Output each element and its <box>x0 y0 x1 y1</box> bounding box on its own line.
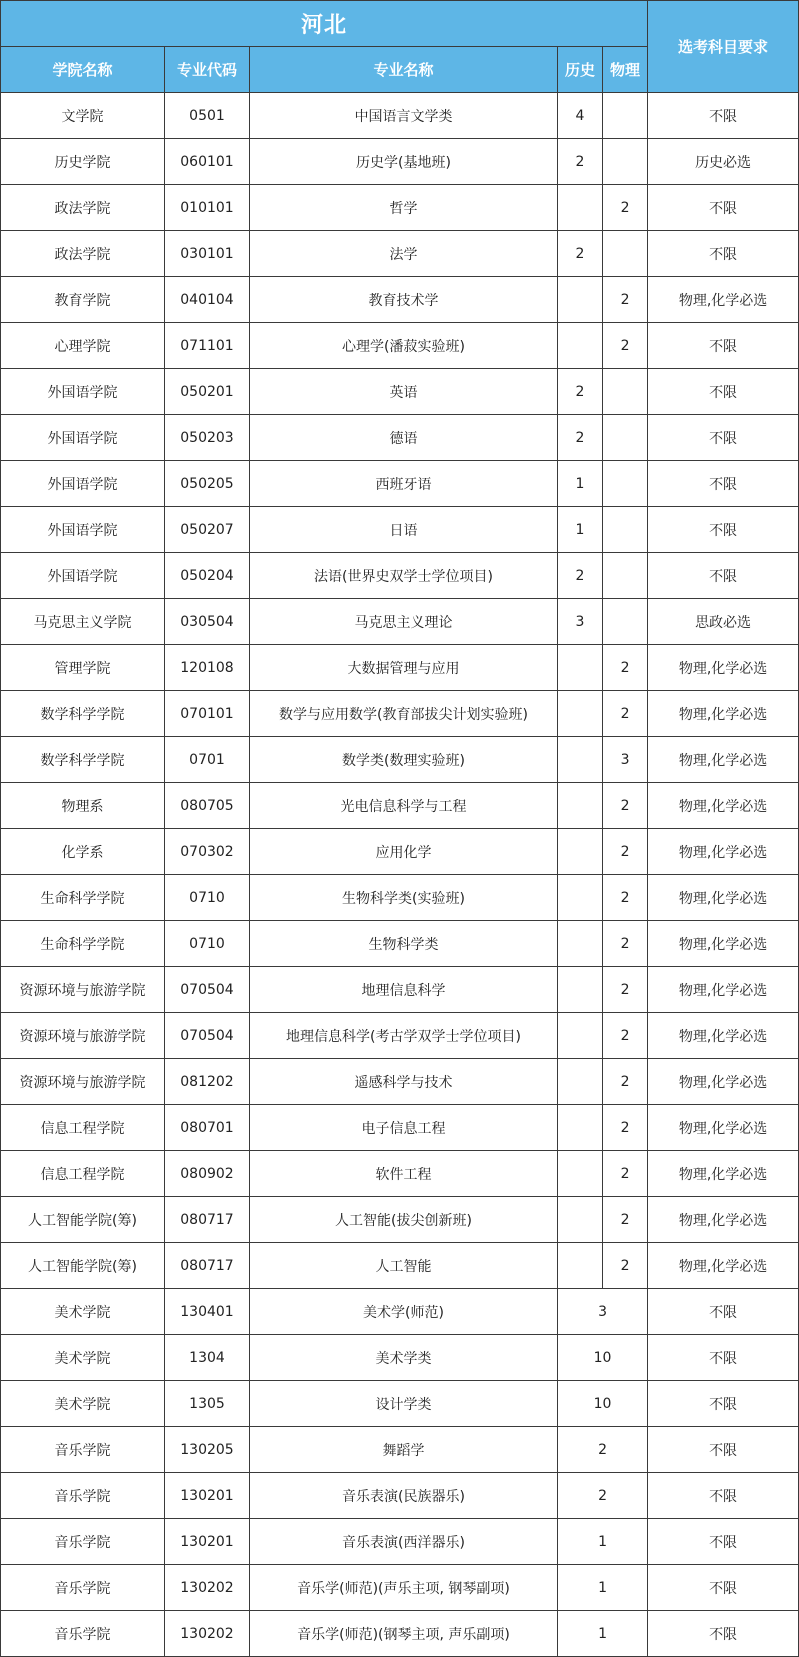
requirement-header: 选考科目要求 <box>648 1 799 93</box>
table-row <box>1 93 799 139</box>
table-row <box>1 277 799 323</box>
requirement-cell: 不限 <box>648 415 799 461</box>
major-cell: 软件工程 <box>250 1151 558 1197</box>
code-cell: 040104 <box>165 277 250 323</box>
code-cell: 071101 <box>165 323 250 369</box>
requirement-cell: 物理,化学必选 <box>648 875 799 921</box>
physics-count-cell: 2 <box>603 1243 648 1289</box>
history-count-cell <box>558 1013 603 1059</box>
college-cell: 外国语学院 <box>1 553 165 599</box>
physics-count-cell <box>603 599 648 645</box>
college-cell: 资源环境与旅游学院 <box>1 967 165 1013</box>
physics-count-cell: 2 <box>603 875 648 921</box>
physics-count-cell <box>603 369 648 415</box>
code-cell: 050205 <box>165 461 250 507</box>
table-row <box>1 1059 799 1105</box>
college-cell: 资源环境与旅游学院 <box>1 1013 165 1059</box>
physics-count-cell <box>603 507 648 553</box>
college-cell: 数学科学学院 <box>1 691 165 737</box>
college-cell: 数学科学学院 <box>1 737 165 783</box>
table-row <box>1 1243 799 1289</box>
requirement-cell: 不限 <box>648 461 799 507</box>
history-header: 历史 <box>558 47 603 93</box>
major-cell: 心理学(潘菽实验班) <box>250 323 558 369</box>
college-cell: 人工智能学院(筹) <box>1 1197 165 1243</box>
requirement-cell: 物理,化学必选 <box>648 1105 799 1151</box>
table-row <box>1 737 799 783</box>
major-cell: 马克思主义理论 <box>250 599 558 645</box>
plan-count-cell: 10 <box>558 1381 648 1427</box>
requirement-cell: 不限 <box>648 1473 799 1519</box>
code-cell: 1304 <box>165 1335 250 1381</box>
physics-count-cell <box>603 93 648 139</box>
major-cell: 应用化学 <box>250 829 558 875</box>
code-cell: 080902 <box>165 1151 250 1197</box>
college-cell: 生命科学学院 <box>1 875 165 921</box>
college-cell: 人工智能学院(筹) <box>1 1243 165 1289</box>
college-cell: 马克思主义学院 <box>1 599 165 645</box>
plan-count-cell: 3 <box>558 1289 648 1335</box>
major-cell: 音乐表演(民族器乐) <box>250 1473 558 1519</box>
college-cell: 历史学院 <box>1 139 165 185</box>
college-cell: 管理学院 <box>1 645 165 691</box>
table-row <box>1 1105 799 1151</box>
code-cell: 080717 <box>165 1243 250 1289</box>
code-cell: 120108 <box>165 645 250 691</box>
code-cell: 070504 <box>165 1013 250 1059</box>
physics-count-cell: 2 <box>603 921 648 967</box>
major-cell: 哲学 <box>250 185 558 231</box>
code-cell: 080705 <box>165 783 250 829</box>
history-count-cell <box>558 645 603 691</box>
table-row <box>1 783 799 829</box>
physics-count-cell: 2 <box>603 277 648 323</box>
college-cell: 物理系 <box>1 783 165 829</box>
major-cell: 设计学类 <box>250 1381 558 1427</box>
code-cell: 070101 <box>165 691 250 737</box>
college-cell: 音乐学院 <box>1 1427 165 1473</box>
college-cell: 生命科学学院 <box>1 921 165 967</box>
physics-count-cell: 2 <box>603 1151 648 1197</box>
major-header: 专业名称 <box>250 47 558 93</box>
requirement-cell: 不限 <box>648 1289 799 1335</box>
history-count-cell <box>558 1151 603 1197</box>
code-cell: 030101 <box>165 231 250 277</box>
code-cell: 050203 <box>165 415 250 461</box>
code-cell: 050204 <box>165 553 250 599</box>
requirement-cell: 不限 <box>648 185 799 231</box>
history-count-cell <box>558 921 603 967</box>
table-row <box>1 415 799 461</box>
code-cell: 010101 <box>165 185 250 231</box>
plan-count-cell: 2 <box>558 1427 648 1473</box>
college-cell: 美术学院 <box>1 1381 165 1427</box>
college-cell: 外国语学院 <box>1 507 165 553</box>
code-cell: 060101 <box>165 139 250 185</box>
requirement-cell: 不限 <box>648 1335 799 1381</box>
physics-header: 物理 <box>603 47 648 93</box>
physics-count-cell: 2 <box>603 783 648 829</box>
history-count-cell: 2 <box>558 369 603 415</box>
major-cell: 大数据管理与应用 <box>250 645 558 691</box>
major-cell: 遥感科学与技术 <box>250 1059 558 1105</box>
history-count-cell: 1 <box>558 507 603 553</box>
requirement-cell: 不限 <box>648 1519 799 1565</box>
table-row <box>1 185 799 231</box>
table-row <box>1 461 799 507</box>
table-row <box>1 691 799 737</box>
physics-count-cell: 2 <box>603 185 648 231</box>
college-cell: 教育学院 <box>1 277 165 323</box>
major-cell: 电子信息工程 <box>250 1105 558 1151</box>
requirement-cell: 物理,化学必选 <box>648 277 799 323</box>
requirement-cell: 不限 <box>648 323 799 369</box>
physics-count-cell: 2 <box>603 323 648 369</box>
history-count-cell <box>558 829 603 875</box>
major-cell: 音乐表演(西洋器乐) <box>250 1519 558 1565</box>
code-cell: 0710 <box>165 921 250 967</box>
table-row <box>1 829 799 875</box>
college-cell: 心理学院 <box>1 323 165 369</box>
physics-count-cell <box>603 461 648 507</box>
college-header: 学院名称 <box>1 47 165 93</box>
college-cell: 文学院 <box>1 93 165 139</box>
physics-count-cell: 2 <box>603 829 648 875</box>
table-row <box>1 553 799 599</box>
code-cell: 070302 <box>165 829 250 875</box>
table-row <box>1 645 799 691</box>
code-cell: 081202 <box>165 1059 250 1105</box>
major-cell: 人工智能 <box>250 1243 558 1289</box>
history-count-cell <box>558 1059 603 1105</box>
major-cell: 地理信息科学 <box>250 967 558 1013</box>
major-cell: 生物科学类 <box>250 921 558 967</box>
code-cell: 080701 <box>165 1105 250 1151</box>
code-cell: 130201 <box>165 1473 250 1519</box>
requirement-cell: 不限 <box>648 1427 799 1473</box>
physics-count-cell: 3 <box>603 737 648 783</box>
college-cell: 资源环境与旅游学院 <box>1 1059 165 1105</box>
requirement-cell: 思政必选 <box>648 599 799 645</box>
physics-count-cell <box>603 139 648 185</box>
history-count-cell <box>558 783 603 829</box>
region-title: 河北 <box>1 1 648 47</box>
history-count-cell <box>558 1243 603 1289</box>
table-row <box>1 1565 799 1611</box>
college-cell: 音乐学院 <box>1 1611 165 1657</box>
history-count-cell <box>558 737 603 783</box>
physics-count-cell: 2 <box>603 1105 648 1151</box>
code-cell: 0701 <box>165 737 250 783</box>
physics-count-cell: 2 <box>603 645 648 691</box>
code-cell: 080717 <box>165 1197 250 1243</box>
requirement-cell: 物理,化学必选 <box>648 829 799 875</box>
code-cell: 130202 <box>165 1565 250 1611</box>
physics-count-cell <box>603 231 648 277</box>
college-cell: 化学系 <box>1 829 165 875</box>
history-count-cell <box>558 185 603 231</box>
code-cell: 130201 <box>165 1519 250 1565</box>
requirement-cell: 不限 <box>648 1611 799 1657</box>
major-cell: 美术学(师范) <box>250 1289 558 1335</box>
physics-count-cell: 2 <box>603 1059 648 1105</box>
requirement-cell: 物理,化学必选 <box>648 1197 799 1243</box>
requirement-cell: 不限 <box>648 553 799 599</box>
major-cell: 生物科学类(实验班) <box>250 875 558 921</box>
code-header: 专业代码 <box>165 47 250 93</box>
table-row <box>1 369 799 415</box>
code-cell: 050207 <box>165 507 250 553</box>
college-cell: 外国语学院 <box>1 415 165 461</box>
college-cell: 美术学院 <box>1 1335 165 1381</box>
major-cell: 西班牙语 <box>250 461 558 507</box>
major-cell: 音乐学(师范)(声乐主项, 钢琴副项) <box>250 1565 558 1611</box>
table-row <box>1 875 799 921</box>
history-count-cell: 2 <box>558 553 603 599</box>
history-count-cell <box>558 967 603 1013</box>
table-row <box>1 1611 799 1657</box>
table-row <box>1 921 799 967</box>
major-cell: 教育技术学 <box>250 277 558 323</box>
requirement-cell: 物理,化学必选 <box>648 967 799 1013</box>
requirement-cell: 物理,化学必选 <box>648 1013 799 1059</box>
requirement-cell: 物理,化学必选 <box>648 1151 799 1197</box>
physics-count-cell: 2 <box>603 1013 648 1059</box>
table-row <box>1 1151 799 1197</box>
requirement-cell: 物理,化学必选 <box>648 737 799 783</box>
table-row <box>1 599 799 645</box>
college-cell: 外国语学院 <box>1 369 165 415</box>
table-row <box>1 1289 799 1335</box>
history-count-cell <box>558 691 603 737</box>
table-row <box>1 1013 799 1059</box>
table-row <box>1 139 799 185</box>
code-cell: 050201 <box>165 369 250 415</box>
requirement-cell: 物理,化学必选 <box>648 783 799 829</box>
major-cell: 中国语言文学类 <box>250 93 558 139</box>
history-count-cell <box>558 1105 603 1151</box>
table-row <box>1 1519 799 1565</box>
table-row <box>1 1473 799 1519</box>
requirement-cell: 物理,化学必选 <box>648 645 799 691</box>
history-count-cell: 2 <box>558 231 603 277</box>
table-row <box>1 1427 799 1473</box>
table-row <box>1 231 799 277</box>
code-cell: 070504 <box>165 967 250 1013</box>
physics-count-cell <box>603 415 648 461</box>
major-cell: 法语(世界史双学士学位项目) <box>250 553 558 599</box>
table-row <box>1 1197 799 1243</box>
table-row <box>1 507 799 553</box>
table-body <box>1 93 799 1657</box>
major-cell: 法学 <box>250 231 558 277</box>
code-cell: 1305 <box>165 1381 250 1427</box>
code-cell: 130205 <box>165 1427 250 1473</box>
major-cell: 音乐学(师范)(钢琴主项, 声乐副项) <box>250 1611 558 1657</box>
requirement-cell: 不限 <box>648 231 799 277</box>
plan-count-cell: 10 <box>558 1335 648 1381</box>
plan-count-cell: 1 <box>558 1565 648 1611</box>
requirement-cell: 物理,化学必选 <box>648 921 799 967</box>
history-count-cell: 1 <box>558 461 603 507</box>
major-cell: 舞蹈学 <box>250 1427 558 1473</box>
requirement-cell: 物理,化学必选 <box>648 1059 799 1105</box>
requirement-cell: 历史必选 <box>648 139 799 185</box>
college-cell: 音乐学院 <box>1 1473 165 1519</box>
code-cell: 0501 <box>165 93 250 139</box>
history-count-cell <box>558 875 603 921</box>
requirement-cell: 物理,化学必选 <box>648 691 799 737</box>
physics-count-cell <box>603 553 648 599</box>
major-cell: 日语 <box>250 507 558 553</box>
table-row <box>1 967 799 1013</box>
code-cell: 130202 <box>165 1611 250 1657</box>
history-count-cell: 2 <box>558 139 603 185</box>
history-count-cell: 4 <box>558 93 603 139</box>
code-cell: 130401 <box>165 1289 250 1335</box>
history-count-cell <box>558 1197 603 1243</box>
history-count-cell <box>558 277 603 323</box>
college-cell: 外国语学院 <box>1 461 165 507</box>
major-cell: 数学类(数理实验班) <box>250 737 558 783</box>
major-cell: 数学与应用数学(教育部拔尖计划实验班) <box>250 691 558 737</box>
college-cell: 信息工程学院 <box>1 1151 165 1197</box>
requirement-cell: 物理,化学必选 <box>648 1243 799 1289</box>
table-row <box>1 323 799 369</box>
major-cell: 德语 <box>250 415 558 461</box>
history-count-cell: 2 <box>558 415 603 461</box>
requirement-cell: 不限 <box>648 1381 799 1427</box>
requirement-cell: 不限 <box>648 1565 799 1611</box>
requirement-cell: 不限 <box>648 507 799 553</box>
requirement-cell: 不限 <box>648 369 799 415</box>
table-row <box>1 1381 799 1427</box>
table-row <box>1 1335 799 1381</box>
code-cell: 030504 <box>165 599 250 645</box>
history-count-cell: 3 <box>558 599 603 645</box>
physics-count-cell: 2 <box>603 691 648 737</box>
plan-count-cell: 1 <box>558 1519 648 1565</box>
major-cell: 地理信息科学(考古学双学士学位项目) <box>250 1013 558 1059</box>
requirement-cell: 不限 <box>648 93 799 139</box>
history-count-cell <box>558 323 603 369</box>
major-cell: 光电信息科学与工程 <box>250 783 558 829</box>
college-cell: 政法学院 <box>1 231 165 277</box>
physics-count-cell: 2 <box>603 1197 648 1243</box>
plan-count-cell: 2 <box>558 1473 648 1519</box>
major-cell: 历史学(基地班) <box>250 139 558 185</box>
major-cell: 英语 <box>250 369 558 415</box>
major-cell: 美术学类 <box>250 1335 558 1381</box>
major-cell: 人工智能(拔尖创新班) <box>250 1197 558 1243</box>
plan-count-cell: 1 <box>558 1611 648 1657</box>
code-cell: 0710 <box>165 875 250 921</box>
college-cell: 音乐学院 <box>1 1565 165 1611</box>
college-cell: 政法学院 <box>1 185 165 231</box>
physics-count-cell: 2 <box>603 967 648 1013</box>
college-cell: 美术学院 <box>1 1289 165 1335</box>
college-cell: 信息工程学院 <box>1 1105 165 1151</box>
college-cell: 音乐学院 <box>1 1519 165 1565</box>
